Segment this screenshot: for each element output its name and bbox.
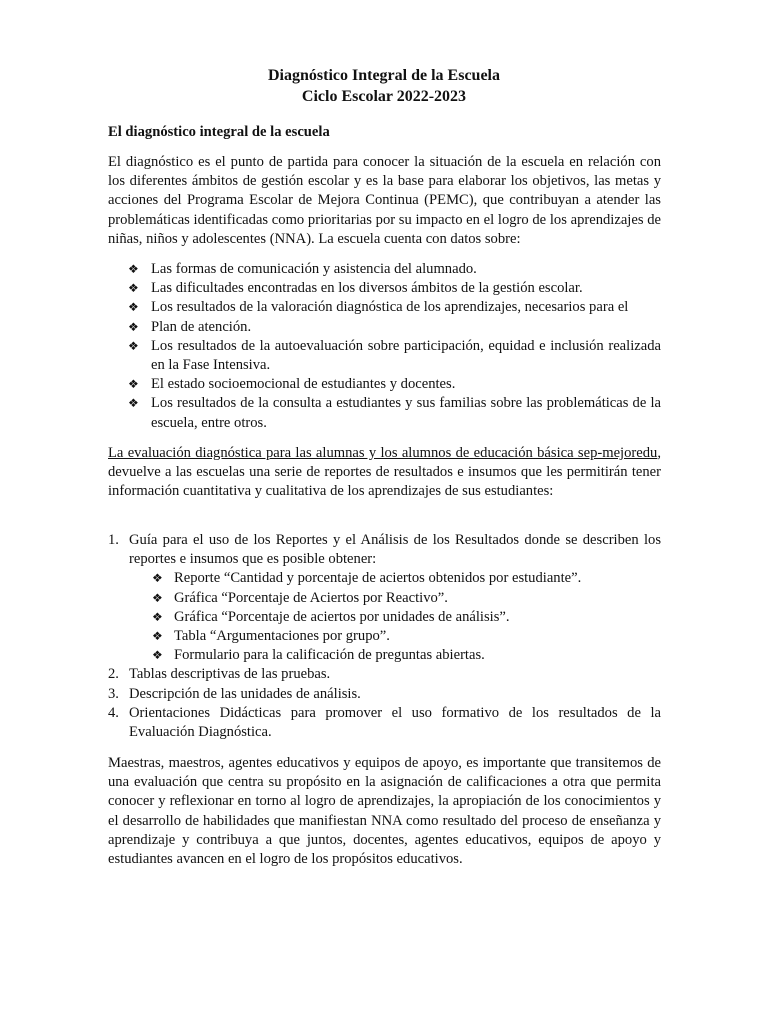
sub-item-text: Gráfica “Porcentaje de aciertos por unidades de análisis”. xyxy=(174,608,510,625)
closing-paragraph: Maestras, maestros, agentes educativos y equipos de apoyo, es importante que transitemos de una evaluación que centra su propósito en la asignación de calificaciones a otra que permita conocer y reflexionar en torno al logro de aprendizajes, la apropiación de los conocimientos y el desarrollo de habilidades que manifiestan NNA como resultado del proceso de enseñanza y aprendizaje y contribuya a que juntos, docentes, agentes educativos, equipos de apoyo y estudiantes avancen en el logro de los propósitos educativos. xyxy=(108,755,661,868)
reports-numbered-list xyxy=(108,531,661,742)
list-item-text: Guía para el uso de los Reportes y el Análisis de los Resultados donde se describen los reportes e insumos que es posible obtener: xyxy=(129,532,661,568)
list-item xyxy=(128,279,661,298)
document-subtitle: Ciclo Escolar 2022-2023 xyxy=(301,88,467,105)
list-item-text: Descripción de las unidades de análisis. xyxy=(129,685,361,702)
sub-item-text: Gráfica “Porcentaje de Aciertos por Reactivo”. xyxy=(174,589,448,606)
diamond-bullet-icon: ❖ xyxy=(128,262,139,276)
list-item xyxy=(152,608,661,627)
bullet-text: El estado socioemocional de estudiantes y docentes. xyxy=(151,376,456,393)
bullet-text: Las dificultades encontradas en los diversos ámbitos de la gestión escolar. xyxy=(151,280,583,297)
list-item xyxy=(128,260,661,279)
evaluation-text: , devuelve a las escuelas una serie de reportes de resultados e insumos que les permitirán tener información cuantitativa y cualitativa de los aprendizajes de sus estudiantes: xyxy=(108,445,661,500)
data-bullet-list xyxy=(128,260,661,433)
diamond-bullet-icon: ❖ xyxy=(152,571,163,586)
diamond-bullet-icon: ❖ xyxy=(152,609,163,624)
list-number: 2. xyxy=(108,666,119,683)
list-item xyxy=(128,298,661,317)
bullet-text: Los resultados de la autoevaluación sobre participación, equidad e inclusión realizada en la Fase Intensiva. xyxy=(151,337,661,374)
evaluation-link-text: La evaluación diagnóstica para las alumnas y los alumnos de educación básica sep-mejoredu xyxy=(108,445,658,461)
bullet-text: Los resultados de la consulta a estudiantes y sus familias sobre las problemáticas de la escuela, entre otros. xyxy=(151,395,661,431)
list-item-text: Orientaciones Didácticas para promover el uso formativo de los resultados de la Evaluación Diagnóstica. xyxy=(129,704,661,741)
diamond-bullet-icon: ❖ xyxy=(152,648,163,663)
sub-item-text: Tabla “Argumentaciones por grupo”. xyxy=(174,628,390,645)
diamond-bullet-icon: ❖ xyxy=(128,338,139,353)
diamond-bullet-icon: ❖ xyxy=(128,319,139,334)
list-item xyxy=(128,394,661,432)
sub-bullet-list xyxy=(129,569,661,665)
section-heading: El diagnóstico integral de la escuela xyxy=(108,124,330,140)
diamond-bullet-icon: ❖ xyxy=(128,281,139,296)
intro-paragraph: El diagnóstico es el punto de partida para conocer la situación de la escuela en relación con los diferentes ámbitos de gestión escolar y es la base para elaborar los objetivos, las metas y acciones del Programa Escolar de Mejora Continua (PEMC), que contribuyan a atender las problemáticas identificadas como prioritarias por su impacto en el logro de los aprendizajes de niñas, niños y adolescentes (NNA). La escuela cuenta con datos sobre: xyxy=(108,154,661,247)
bullet-text: Los resultados de la valoración diagnóstica de los aprendizajes, necesarios para el xyxy=(151,299,629,316)
evaluation-paragraph xyxy=(108,444,661,502)
sub-item-text: Reporte “Cantidad y porcentaje de aciertos obtenidos por estudiante”. xyxy=(174,570,582,587)
list-number: 4. xyxy=(108,704,119,721)
list-item xyxy=(108,531,661,665)
diamond-bullet-icon: ❖ xyxy=(128,377,139,392)
document-title: Diagnóstico Integral de la Escuela xyxy=(268,67,500,84)
list-item-text: Tablas descriptivas de las pruebas. xyxy=(129,666,331,683)
list-number: 3. xyxy=(108,685,119,702)
list-item xyxy=(108,665,661,684)
list-item xyxy=(152,627,661,646)
diamond-bullet-icon: ❖ xyxy=(128,396,139,411)
diamond-bullet-icon: ❖ xyxy=(128,300,139,315)
diamond-bullet-icon: ❖ xyxy=(152,629,163,644)
list-item xyxy=(108,685,661,704)
list-item xyxy=(128,318,661,337)
list-number: 1. xyxy=(108,532,119,548)
list-item xyxy=(128,337,661,375)
list-item xyxy=(108,704,661,742)
list-item xyxy=(128,375,661,394)
list-item xyxy=(152,646,661,665)
list-item xyxy=(152,569,661,588)
list-item xyxy=(152,589,661,608)
sub-item-text: Formulario para la calificación de preguntas abiertas. xyxy=(174,647,485,664)
bullet-text: Plan de atención. xyxy=(151,318,252,335)
diamond-bullet-icon: ❖ xyxy=(152,590,163,605)
bullet-text: Las formas de comunicación y asistencia del alumnado. xyxy=(151,261,477,277)
